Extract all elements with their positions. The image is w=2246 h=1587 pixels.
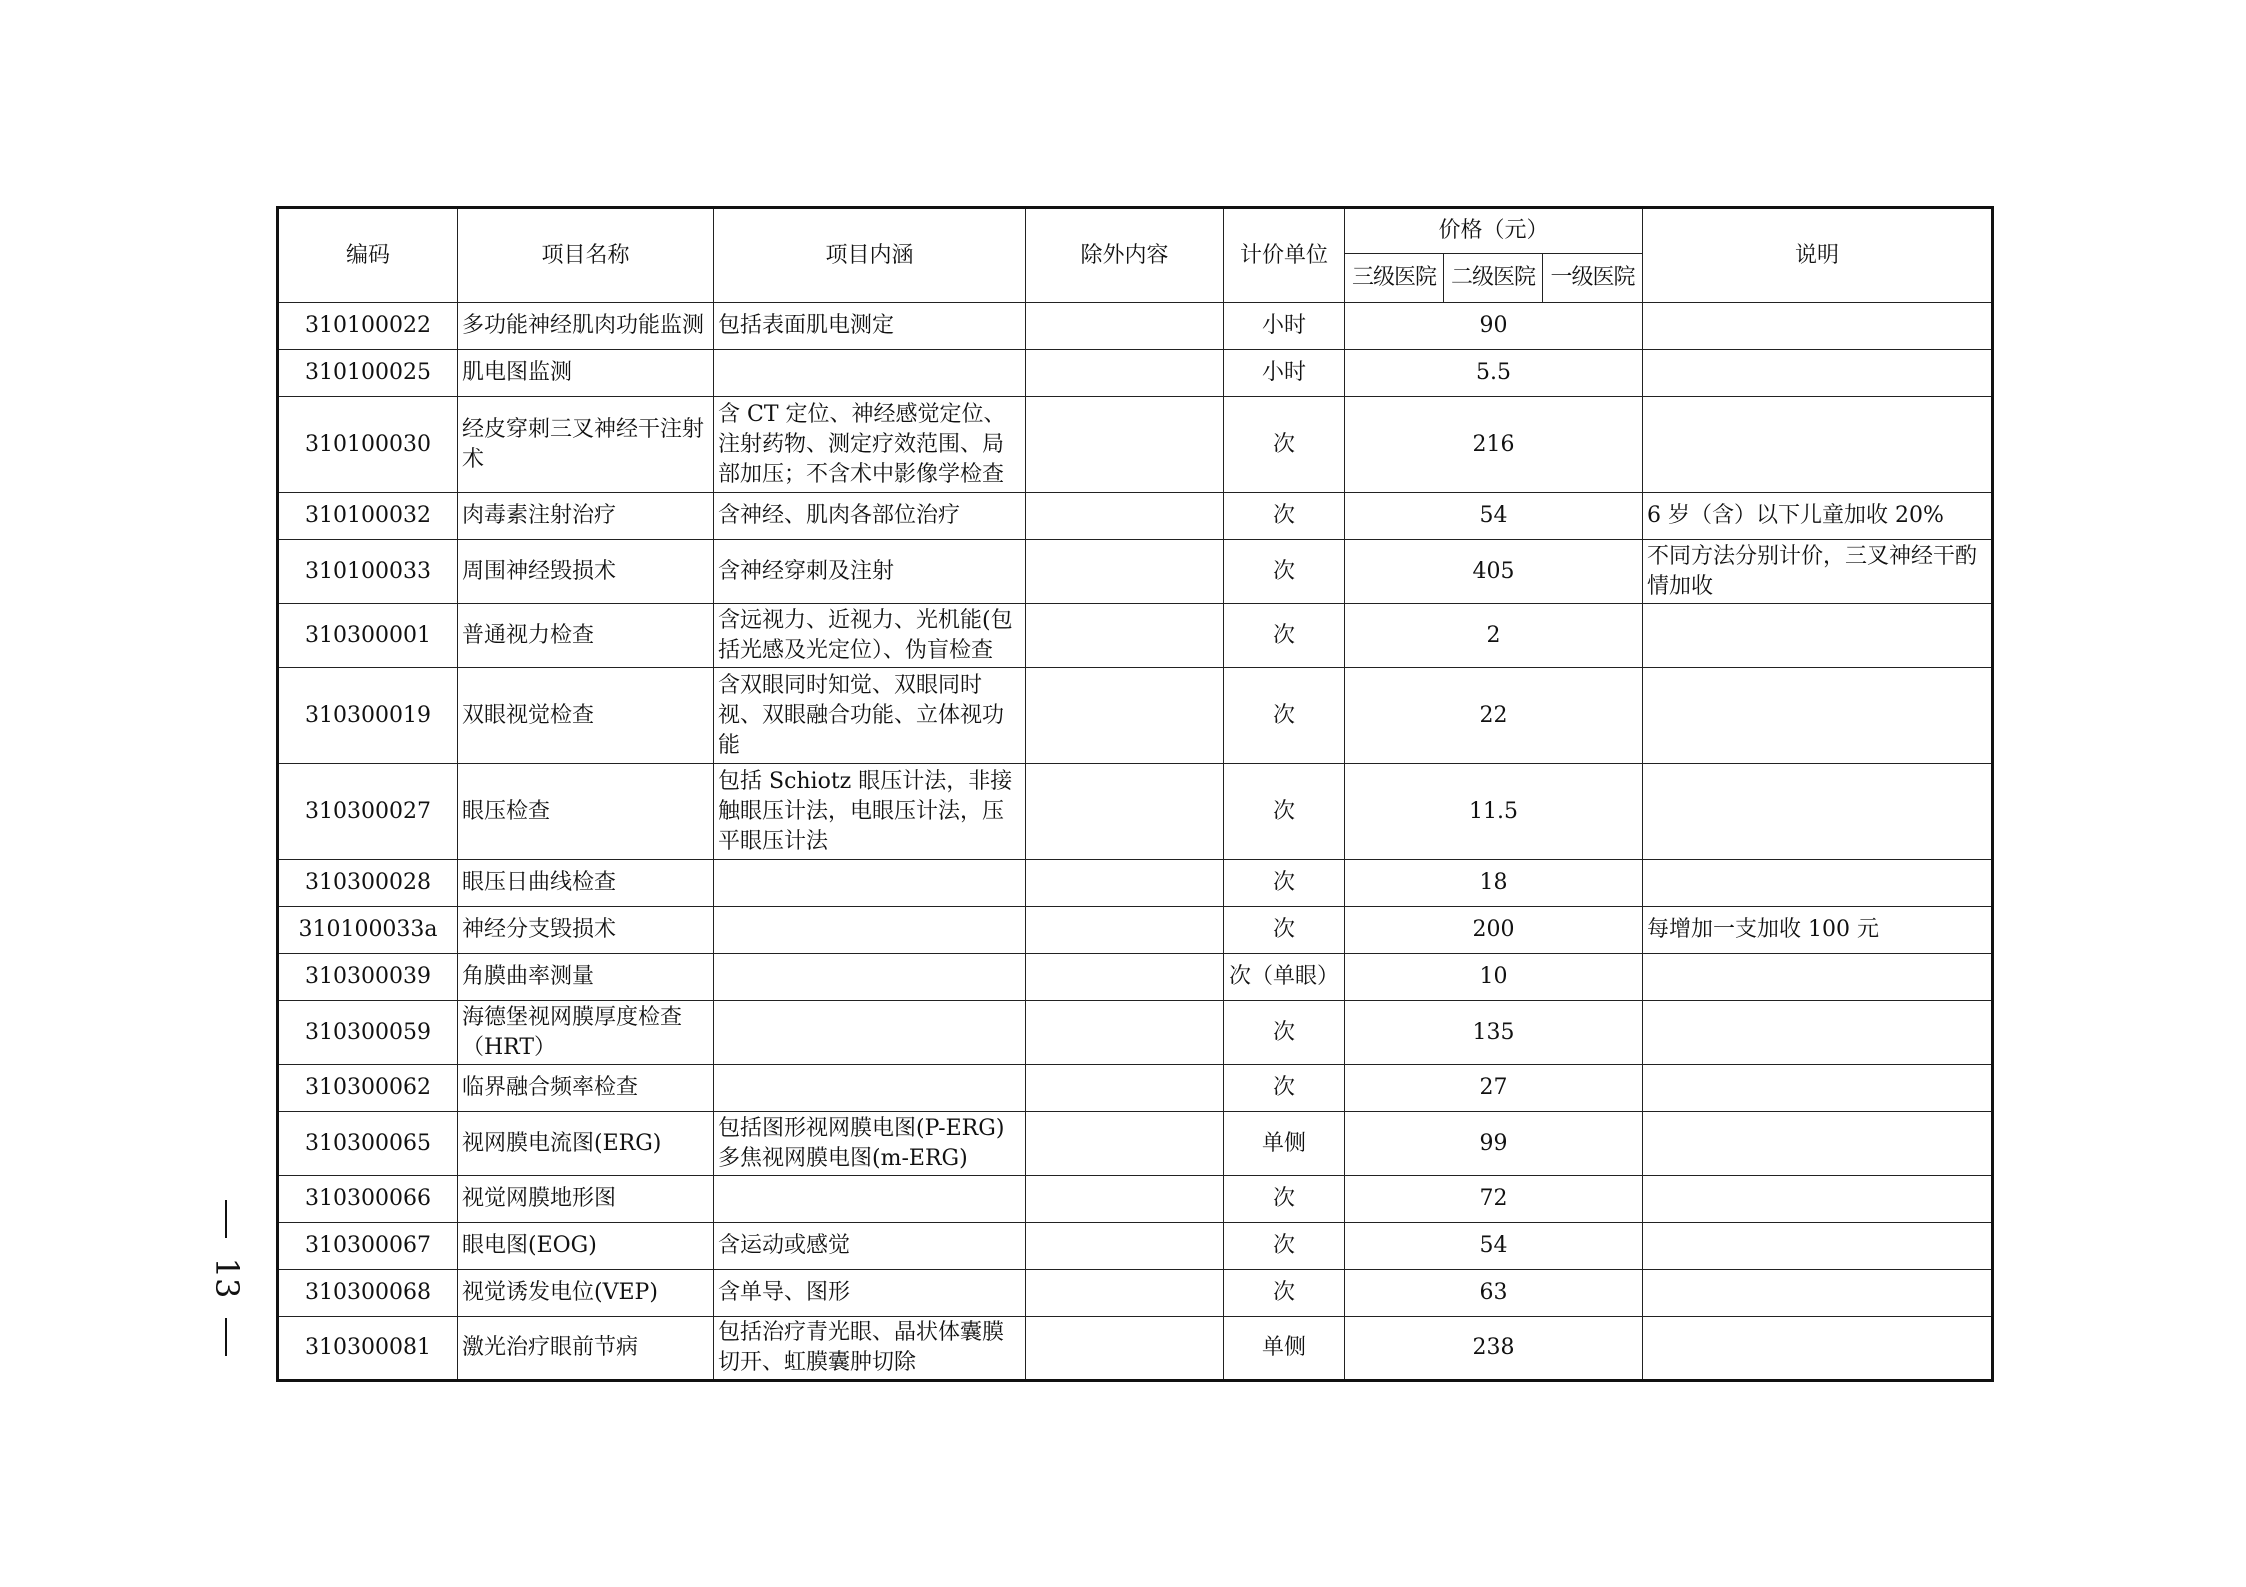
table-row — [278, 540, 1993, 604]
cell-notes — [1643, 1065, 1993, 1112]
cell-notes — [1643, 303, 1993, 350]
header-code: 编码 — [278, 208, 458, 303]
table-body — [278, 303, 1993, 1381]
cell-exclusions — [1026, 1001, 1224, 1065]
cell-price: 2 — [1345, 604, 1643, 668]
cell-notes: 每增加一支加收 100 元 — [1643, 907, 1993, 954]
cell-unit: 次 — [1224, 907, 1345, 954]
table-row — [278, 668, 1993, 764]
header-exclusions: 除外内容 — [1026, 208, 1224, 303]
cell-code: 310300028 — [278, 860, 458, 907]
cell-content — [714, 1176, 1026, 1223]
cell-name: 眼压检查 — [458, 764, 714, 860]
cell-code: 310100025 — [278, 350, 458, 397]
cell-unit: 次 — [1224, 604, 1345, 668]
header-price: 价格（元） — [1345, 208, 1643, 254]
cell-unit: 次 — [1224, 493, 1345, 540]
page-number-dash-top — [225, 1200, 227, 1238]
cell-exclusions — [1026, 604, 1224, 668]
cell-name: 肌电图监测 — [458, 350, 714, 397]
cell-notes — [1643, 954, 1993, 1001]
table-row — [278, 954, 1993, 1001]
cell-content: 包括图形视网膜电图(P-ERG)多焦视网膜电图(m-ERG) — [714, 1112, 1026, 1176]
cell-price: 27 — [1345, 1065, 1643, 1112]
cell-unit: 次 — [1224, 1270, 1345, 1317]
cell-notes — [1643, 1112, 1993, 1176]
cell-code: 310100033 — [278, 540, 458, 604]
cell-exclusions — [1026, 1317, 1224, 1381]
cell-name: 肉毒素注射治疗 — [458, 493, 714, 540]
cell-content — [714, 954, 1026, 1001]
cell-content — [714, 860, 1026, 907]
cell-exclusions — [1026, 1112, 1224, 1176]
cell-content: 含神经穿刺及注射 — [714, 540, 1026, 604]
table-row — [278, 350, 1993, 397]
cell-content: 含神经、肌肉各部位治疗 — [714, 493, 1026, 540]
cell-name: 多功能神经肌肉功能监测 — [458, 303, 714, 350]
cell-price: 200 — [1345, 907, 1643, 954]
cell-unit: 次 — [1224, 540, 1345, 604]
cell-unit: 单侧 — [1224, 1317, 1345, 1381]
cell-price: 405 — [1345, 540, 1643, 604]
cell-code: 310300027 — [278, 764, 458, 860]
cell-exclusions — [1026, 397, 1224, 493]
cell-code: 310300001 — [278, 604, 458, 668]
table-row — [278, 1176, 1993, 1223]
cell-notes — [1643, 1223, 1993, 1270]
cell-content: 含运动或感觉 — [714, 1223, 1026, 1270]
page-number-text: 13 — [208, 1257, 246, 1299]
table-row — [278, 1065, 1993, 1112]
fee-table — [276, 206, 1994, 1382]
cell-name: 神经分支毁损术 — [458, 907, 714, 954]
cell-code: 310300068 — [278, 1270, 458, 1317]
cell-exclusions — [1026, 668, 1224, 764]
cell-price: 99 — [1345, 1112, 1643, 1176]
cell-price: 5.5 — [1345, 350, 1643, 397]
cell-price: 54 — [1345, 1223, 1643, 1270]
cell-code: 310300066 — [278, 1176, 458, 1223]
header-content: 项目内涵 — [714, 208, 1026, 303]
cell-notes — [1643, 350, 1993, 397]
cell-name: 海德堡视网膜厚度检查（HRT） — [458, 1001, 714, 1065]
cell-exclusions — [1026, 1270, 1224, 1317]
cell-content: 包括 Schiotz 眼压计法，非接触眼压计法，电眼压计法，压平眼压计法 — [714, 764, 1026, 860]
table-row — [278, 1270, 1993, 1317]
cell-content: 含远视力、近视力、光机能(包括光感及光定位）、伪盲检查 — [714, 604, 1026, 668]
cell-notes — [1643, 668, 1993, 764]
table-row — [278, 860, 1993, 907]
header-name: 项目名称 — [458, 208, 714, 303]
cell-price: 63 — [1345, 1270, 1643, 1317]
table-row — [278, 493, 1993, 540]
cell-name: 普通视力检查 — [458, 604, 714, 668]
cell-content — [714, 1001, 1026, 1065]
cell-content: 含单导、图形 — [714, 1270, 1026, 1317]
table-row — [278, 1223, 1993, 1270]
cell-price: 11.5 — [1345, 764, 1643, 860]
cell-name: 临界融合频率检查 — [458, 1065, 714, 1112]
table-row — [278, 764, 1993, 860]
cell-code: 310100033a — [278, 907, 458, 954]
cell-content: 含 CT 定位、神经感觉定位、注射药物、测定疗效范围、局部加压；不含术中影像学检查 — [714, 397, 1026, 493]
page-number — [205, 1200, 255, 1360]
cell-content — [714, 1065, 1026, 1112]
cell-price: 72 — [1345, 1176, 1643, 1223]
cell-unit: 次 — [1224, 1176, 1345, 1223]
cell-price: 90 — [1345, 303, 1643, 350]
cell-unit: 次 — [1224, 764, 1345, 860]
table-row — [278, 604, 1993, 668]
cell-exclusions — [1026, 350, 1224, 397]
cell-unit: 次 — [1224, 1001, 1345, 1065]
table-row — [278, 1317, 1993, 1381]
cell-code: 310100022 — [278, 303, 458, 350]
cell-code: 310100030 — [278, 397, 458, 493]
cell-unit: 次（单眼） — [1224, 954, 1345, 1001]
table-row — [278, 907, 1993, 954]
cell-unit: 单侧 — [1224, 1112, 1345, 1176]
cell-notes — [1643, 764, 1993, 860]
cell-notes — [1643, 1270, 1993, 1317]
cell-content: 包括表面肌电测定 — [714, 303, 1026, 350]
cell-code: 310300067 — [278, 1223, 458, 1270]
cell-unit: 次 — [1224, 860, 1345, 907]
cell-price: 18 — [1345, 860, 1643, 907]
cell-content: 包括治疗青光眼、晶状体囊膜切开、虹膜囊肿切除 — [714, 1317, 1026, 1381]
cell-exclusions — [1026, 764, 1224, 860]
cell-exclusions — [1026, 493, 1224, 540]
header-tier3: 三级医院 — [1345, 254, 1444, 303]
cell-price: 54 — [1345, 493, 1643, 540]
cell-exclusions — [1026, 540, 1224, 604]
cell-code: 310100032 — [278, 493, 458, 540]
cell-notes — [1643, 860, 1993, 907]
cell-code: 310300019 — [278, 668, 458, 764]
cell-code: 310300059 — [278, 1001, 458, 1065]
cell-notes: 6 岁（含）以下儿童加收 20% — [1643, 493, 1993, 540]
cell-price: 216 — [1345, 397, 1643, 493]
cell-unit: 次 — [1224, 397, 1345, 493]
cell-exclusions — [1026, 1176, 1224, 1223]
cell-name: 视网膜电流图(ERG) — [458, 1112, 714, 1176]
cell-notes — [1643, 604, 1993, 668]
cell-notes — [1643, 1176, 1993, 1223]
cell-code: 310300039 — [278, 954, 458, 1001]
cell-content: 含双眼同时知觉、双眼同时视、双眼融合功能、立体视功能 — [714, 668, 1026, 764]
table-row — [278, 303, 1993, 350]
cell-unit: 次 — [1224, 1065, 1345, 1112]
cell-name: 眼电图(EOG) — [458, 1223, 714, 1270]
cell-name: 双眼视觉检查 — [458, 668, 714, 764]
cell-notes — [1643, 397, 1993, 493]
cell-exclusions — [1026, 303, 1224, 350]
cell-name: 角膜曲率测量 — [458, 954, 714, 1001]
table-row — [278, 1001, 1993, 1065]
cell-name: 经皮穿刺三叉神经干注射术 — [458, 397, 714, 493]
cell-code: 310300081 — [278, 1317, 458, 1381]
cell-notes: 不同方法分别计价，三叉神经干酌情加收 — [1643, 540, 1993, 604]
cell-content — [714, 907, 1026, 954]
header-notes: 说明 — [1643, 208, 1993, 303]
cell-unit: 次 — [1224, 1223, 1345, 1270]
cell-exclusions — [1026, 1065, 1224, 1112]
page-number-dash-bottom — [225, 1318, 227, 1356]
cell-name: 视觉诱发电位(VEP) — [458, 1270, 714, 1317]
cell-code: 310300065 — [278, 1112, 458, 1176]
cell-notes — [1643, 1317, 1993, 1381]
cell-unit: 小时 — [1224, 350, 1345, 397]
cell-exclusions — [1026, 860, 1224, 907]
cell-price: 10 — [1345, 954, 1643, 1001]
header-tier2: 二级医院 — [1444, 254, 1543, 303]
cell-exclusions — [1026, 1223, 1224, 1270]
cell-price: 22 — [1345, 668, 1643, 764]
cell-content — [714, 350, 1026, 397]
cell-unit: 次 — [1224, 668, 1345, 764]
header-tier1: 一级医院 — [1543, 254, 1643, 303]
cell-exclusions — [1026, 907, 1224, 954]
table-row — [278, 397, 1993, 493]
cell-exclusions — [1026, 954, 1224, 1001]
table-row — [278, 1112, 1993, 1176]
cell-notes — [1643, 1001, 1993, 1065]
cell-code: 310300062 — [278, 1065, 458, 1112]
cell-price: 238 — [1345, 1317, 1643, 1381]
cell-name: 视觉网膜地形图 — [458, 1176, 714, 1223]
cell-name: 激光治疗眼前节病 — [458, 1317, 714, 1381]
cell-price: 135 — [1345, 1001, 1643, 1065]
cell-name: 眼压日曲线检查 — [458, 860, 714, 907]
cell-unit: 小时 — [1224, 303, 1345, 350]
cell-name: 周围神经毁损术 — [458, 540, 714, 604]
header-unit: 计价单位 — [1224, 208, 1345, 303]
